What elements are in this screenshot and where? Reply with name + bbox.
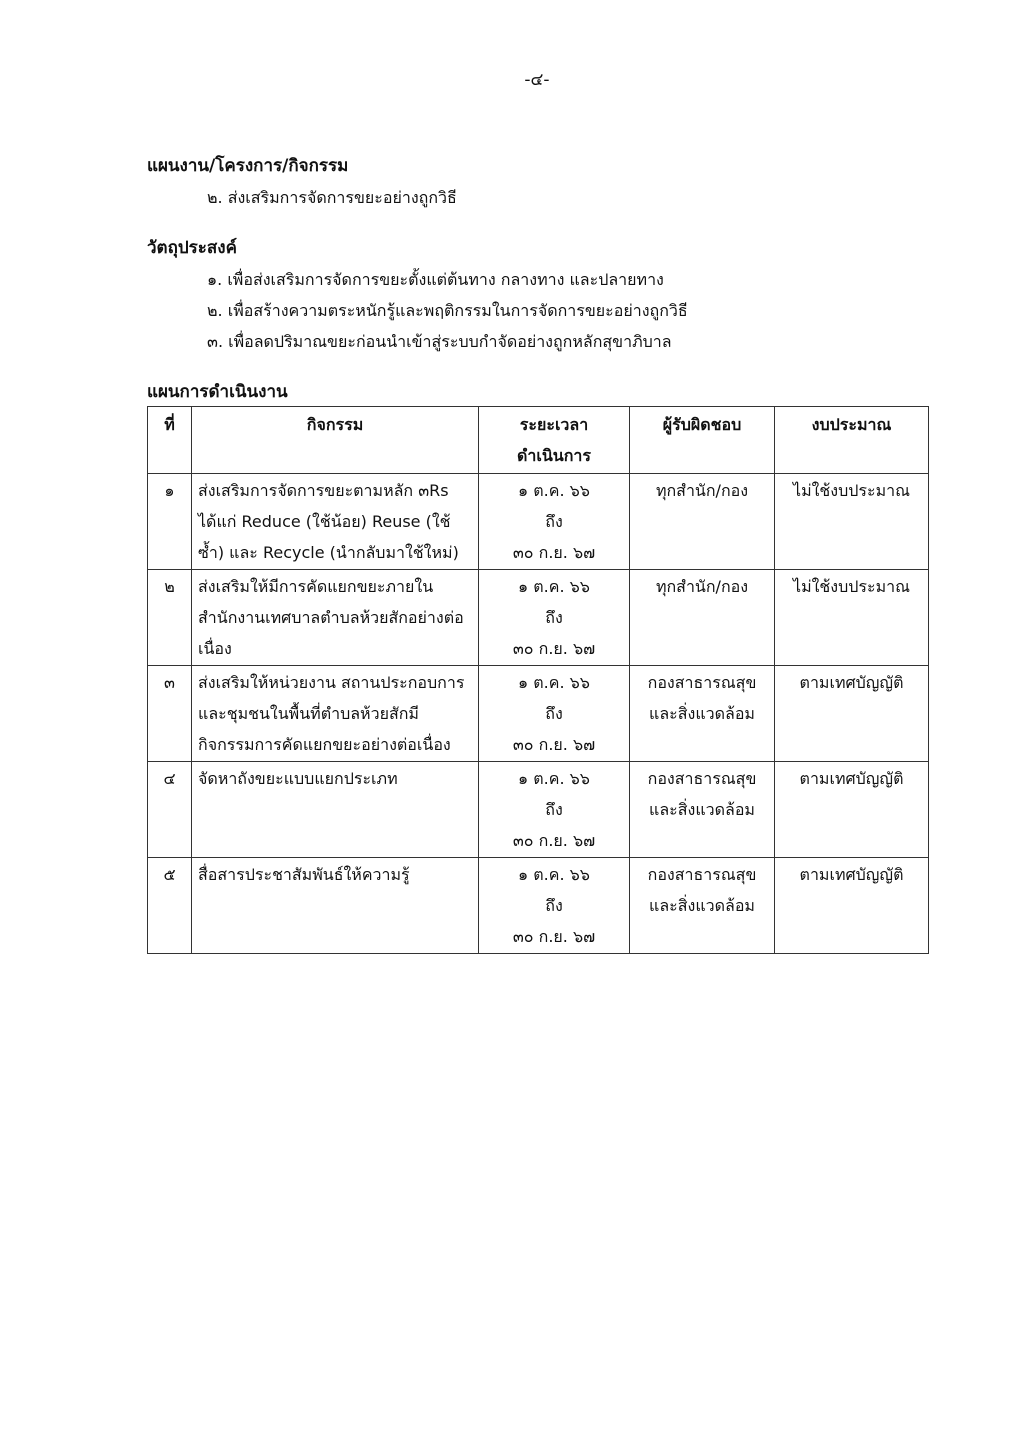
- period-start: ๑ ต.ค. ๖๖: [518, 577, 590, 596]
- row-budget: ไม่ใช้งบประมาณ: [775, 570, 929, 666]
- header-period-line2: ดำเนินการ: [517, 446, 591, 465]
- objective-section: [147, 232, 927, 357]
- row-activity: สื่อสารประชาสัมพันธ์ให้ความรู้: [192, 858, 479, 954]
- row-budget: ตามเทศบัญญัติ: [775, 858, 929, 954]
- header-activity: กิจกรรม: [192, 407, 479, 474]
- period-to: ถึง: [545, 704, 563, 723]
- operation-plan-table: [147, 406, 929, 954]
- table-row: [148, 570, 929, 666]
- objective-item-1: ๑. เพื่อส่งเสริมการจัดการขยะตั้งแต่ต้นทาง กลางทาง และปลายทาง: [207, 270, 664, 289]
- period-to: ถึง: [545, 608, 563, 627]
- header-no: ที่: [148, 407, 192, 474]
- period-end: ๓๐ ก.ย. ๖๗: [512, 735, 596, 754]
- row-period: [479, 762, 630, 858]
- row-no: ๓: [148, 666, 192, 762]
- period-end: ๓๐ ก.ย. ๖๗: [512, 927, 596, 946]
- objective-item-2: ๒. เพื่อสร้างความตระหนักรู้และพฤติกรรมในการจัดการขยะอย่างถูกวิธี: [207, 301, 688, 320]
- row-responsible: ทุกสำนัก/กอง: [630, 570, 775, 666]
- plan-section: [147, 150, 927, 213]
- period-to: ถึง: [545, 896, 563, 915]
- header-responsible: ผู้รับผิดชอบ: [630, 407, 775, 474]
- plan-item: ๒. ส่งเสริมการจัดการขยะอย่างถูกวิธี: [207, 188, 457, 207]
- period-to: ถึง: [545, 512, 563, 531]
- operation-heading: แผนการดำเนินงาน: [147, 382, 288, 402]
- row-no: ๑: [148, 474, 192, 570]
- row-activity: ส่งเสริมการจัดการขยะตามหลัก ๓Rs ได้แก่ Reduce (ใช้น้อย) Reuse (ใช้ซ้ำ) และ Recycle (นำกลับมาใช้ใหม่): [192, 474, 479, 570]
- page-number: -๔-: [524, 70, 550, 90]
- row-no: ๕: [148, 858, 192, 954]
- period-end: ๓๐ ก.ย. ๖๗: [512, 639, 596, 658]
- row-period: [479, 474, 630, 570]
- row-no: ๔: [148, 762, 192, 858]
- period-end: ๓๐ ก.ย. ๖๗: [512, 543, 596, 562]
- period-start: ๑ ต.ค. ๖๖: [518, 865, 590, 884]
- header-budget: งบประมาณ: [775, 407, 929, 474]
- row-budget: ตามเทศบัญญัติ: [775, 762, 929, 858]
- row-no: ๒: [148, 570, 192, 666]
- table-row: [148, 762, 929, 858]
- table-row: [148, 858, 929, 954]
- row-period: [479, 570, 630, 666]
- operation-section: [147, 376, 927, 408]
- header-period-line1: ระยะเวลา: [519, 415, 589, 434]
- row-period: [479, 858, 630, 954]
- period-to: ถึง: [545, 800, 563, 819]
- period-start: ๑ ต.ค. ๖๖: [518, 481, 590, 500]
- table-row: [148, 666, 929, 762]
- period-start: ๑ ต.ค. ๖๖: [518, 769, 590, 788]
- row-responsible: กองสาธารณสุขและสิ่งแวดล้อม: [630, 762, 775, 858]
- row-activity: ส่งเสริมให้มีการคัดแยกขยะภายในสำนักงานเทศบาลตำบลห้วยสักอย่างต่อเนื่อง: [192, 570, 479, 666]
- period-end: ๓๐ ก.ย. ๖๗: [512, 831, 596, 850]
- row-budget: ตามเทศบัญญัติ: [775, 666, 929, 762]
- row-responsible: กองสาธารณสุขและสิ่งแวดล้อม: [630, 858, 775, 954]
- row-activity: จัดหาถังขยะแบบแยกประเภท: [192, 762, 479, 858]
- row-budget: ไม่ใช้งบประมาณ: [775, 474, 929, 570]
- plan-heading: แผนงาน/โครงการ/กิจกรรม: [147, 156, 349, 176]
- objective-heading: วัตถุประสงค์: [147, 238, 237, 258]
- row-responsible: ทุกสำนัก/กอง: [630, 474, 775, 570]
- table-row: [148, 474, 929, 570]
- objective-item-3: ๓. เพื่อลดปริมาณขยะก่อนนำเข้าสู่ระบบกำจัดอย่างถูกหลักสุขาภิบาล: [207, 332, 672, 351]
- table-header-row: [148, 407, 929, 474]
- header-period: [479, 407, 630, 474]
- period-start: ๑ ต.ค. ๖๖: [518, 673, 590, 692]
- row-activity: ส่งเสริมให้หน่วยงาน สถานประกอบการ และชุมชนในพื้นที่ตำบลห้วยสักมีกิจกรรมการคัดแยกขยะอย่างต่อเนื่อง: [192, 666, 479, 762]
- row-period: [479, 666, 630, 762]
- row-responsible: กองสาธารณสุขและสิ่งแวดล้อม: [630, 666, 775, 762]
